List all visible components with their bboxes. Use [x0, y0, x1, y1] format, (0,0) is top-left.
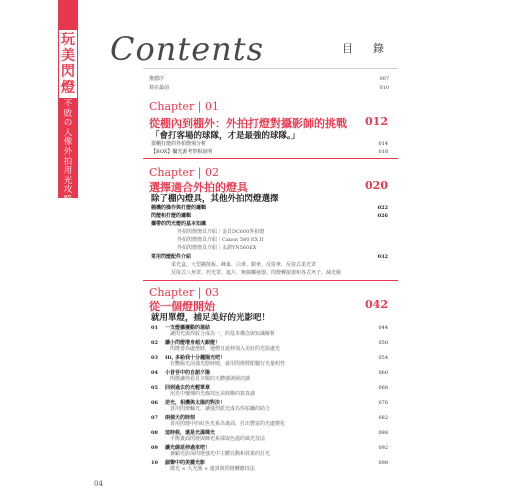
book-subtitle: 不 敗 の 人 像 外 拍 用 光 攻 略: [63, 99, 73, 205]
chapter-label: Chapter | 02: [149, 166, 219, 179]
chapter-title[interactable]: 從一個燈開始: [149, 300, 215, 313]
toc-entry[interactable]: 05 回到過去的光輕單章 068: [151, 385, 388, 391]
toc-entry-desc: 讓閃光與焊紋合成為一，的基本構念與知識解析: [170, 331, 276, 337]
chapter-page: 020: [365, 179, 388, 192]
toc-entry[interactable]: 07 兩個天的時刻 082: [151, 415, 388, 421]
toc-entry[interactable]: 攜帶的閃光燈的基本知識: [151, 221, 207, 227]
toc-entry-desc: 兼顧光影深閃燈強光中主體亮動和效果的打光: [170, 451, 271, 457]
toc-entry[interactable]: 02 讓小閃燈增身超大銀燈！ 050: [151, 340, 388, 346]
toc-row[interactable]: 推薦序 007: [149, 76, 389, 82]
toc-entry-desc: 閃燈善為處燈時，地標且延伸加入美好的光影處光: [170, 346, 281, 352]
toc-entry-desc: 善用閃燈輸光，讓強烈派光成為你拍攝的助力: [170, 406, 271, 412]
chapter-page: 042: [365, 298, 388, 311]
chapter-subtitle: 「會打客場的球隊，才是最強的球隊。」: [151, 131, 300, 141]
toc-entry[interactable]: 外拍閃燈燈具介紹｜金貝DC600外拍燈: [177, 229, 265, 235]
toc-entry[interactable]: 閃燈和打燈的邏輯 026: [151, 213, 388, 219]
chapter-title[interactable]: 從棚內到棚外：外拍打燈對攝影師的挑戰: [149, 117, 347, 130]
toc-entry-desc: 用光中懷傳的光線技比美時瞭的寫真感: [170, 391, 256, 397]
toc-entry[interactable]: 09 讓光線延伸過來吧！ 092: [151, 445, 388, 451]
toc-entry[interactable]: 10 細聲中的美麗光影 098: [151, 460, 388, 466]
toc-entry[interactable]: 06 逆光，相機與太陽的對決！ 076: [151, 400, 388, 406]
chapter-title[interactable]: 選擇適合外拍的燈具: [149, 181, 248, 194]
toc-entry-desc: 善用閃燈中的紅色光系為畫面，打出豐富的光處變化: [170, 421, 286, 427]
toc-entry-desc: 平衡畫面閃燈與暉光系採取色溫的風光技法: [170, 436, 266, 442]
toc-entry[interactable]: 外拍閃燈燈具介紹｜永諾YN560EX: [177, 245, 257, 251]
toc-entry-desc: 微光 × 大光圈 × 連貫與閃燈轉應技法: [170, 466, 255, 472]
toc-entry[interactable]: 03 Hi, 多給我十分鐘陽光吧！ 054: [151, 355, 388, 361]
toc-entry[interactable]: 04 小昔吾中的自創夕陽 060: [151, 370, 388, 376]
book-title: 玩 美 閃 燈: [61, 32, 75, 96]
toc-label: 目錄: [342, 42, 404, 55]
toc-entry[interactable]: 常用閃燈配件介紹 032: [151, 254, 388, 260]
chapter-rule: [143, 158, 398, 159]
chapter-label: Chapter | 01: [149, 100, 219, 113]
toc-entry[interactable]: 當棚打燈的外拍燈場分析 014: [151, 141, 388, 147]
header-rule: [143, 68, 398, 69]
toc-entry[interactable]: 【BOX】攝光源考察相說明 018: [151, 149, 388, 155]
toc-entry[interactable]: 08 這時候，還是光滿暉光 088: [151, 430, 388, 436]
toc-entry[interactable]: 外拍閃燈燈具介紹｜Canon 580 EX II: [177, 237, 264, 243]
chapter-subtitle: 除了棚內燈具，其他外拍閃燈選擇: [151, 194, 279, 204]
toc-entry-desc: 在艷陽光前強光陰時晴，就用閃燈將配屬行光量明性: [170, 361, 286, 367]
toc-row[interactable]: 寫在最前 010: [149, 85, 389, 91]
chapter-label: Chapter | 03: [149, 286, 219, 299]
page-number: 04: [94, 480, 103, 488]
toc-entry-desc: 閃燈讓你看見夕陽的天體感與層次感: [170, 376, 251, 382]
toc-entry[interactable]: 棚機的操作與打燈的邏輯 022: [151, 205, 388, 211]
toc-entry[interactable]: 柔光盒、大型擴散板、蜂巢、白傘、銀傘、反射傘、反射式柔光罩: [171, 262, 317, 268]
contents-heading: Contents: [110, 30, 265, 68]
chapter-page: 012: [365, 115, 388, 128]
toc-entry[interactable]: 01 一支燈攝擾動的連結 044: [151, 325, 388, 331]
toc-entry[interactable]: 反射式八角罩、控光罩、遮片、無線觸發器、閃燈轉接器和各式夾子、減光鏡: [171, 270, 342, 276]
chapter-rule: [143, 280, 398, 281]
chapter-subtitle: 就用單燈，捕足美好的光影吧！: [151, 313, 271, 323]
